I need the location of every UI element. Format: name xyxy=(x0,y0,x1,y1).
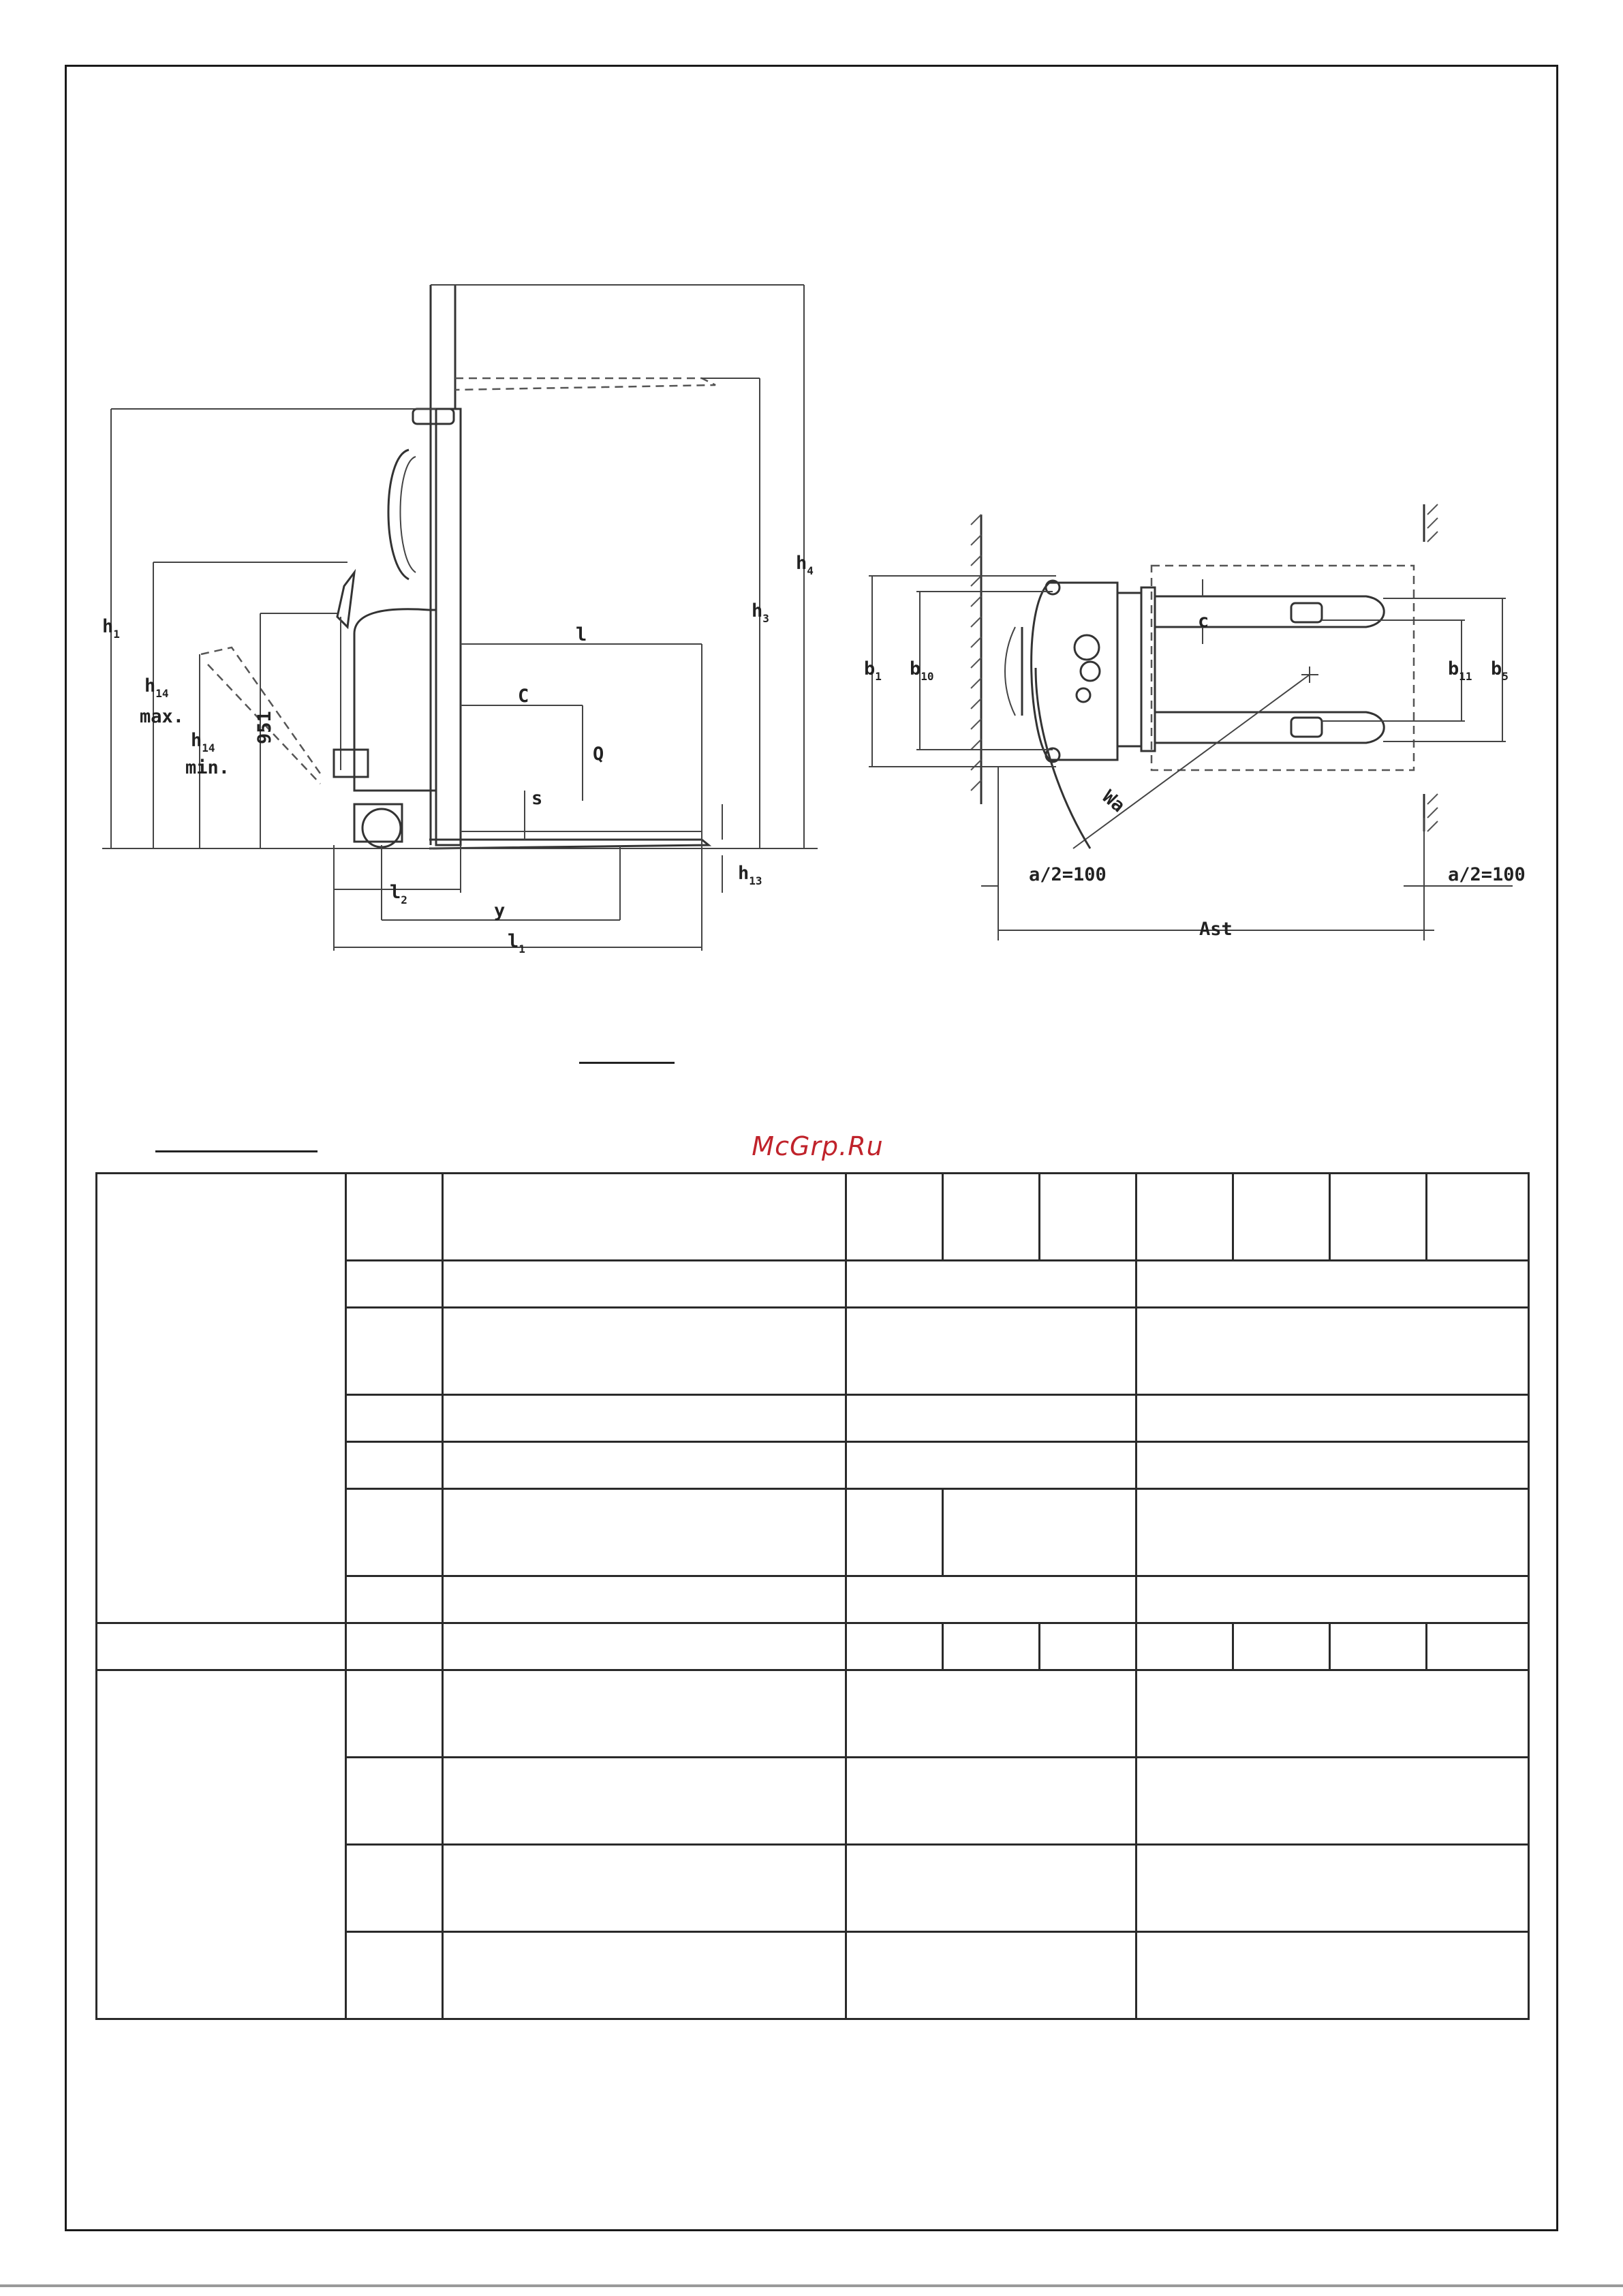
table-cell xyxy=(846,1576,1137,1623)
table-cell xyxy=(1233,1174,1330,1261)
dim-951-label: 951 xyxy=(254,711,275,744)
h3-label: $h_3$ xyxy=(752,600,769,625)
table-cell xyxy=(443,1442,846,1489)
table-cell xyxy=(443,1670,846,1758)
table-cell xyxy=(846,1261,1137,1308)
y-label: y xyxy=(494,900,506,921)
table-cell xyxy=(346,1932,443,2019)
table-cell xyxy=(1427,1174,1529,1261)
table-cell xyxy=(1233,1623,1330,1670)
table-cell xyxy=(846,1623,943,1670)
b5-label: $b_5$ xyxy=(1491,658,1509,683)
table-cell xyxy=(846,1670,1137,1758)
table-cell xyxy=(443,1623,846,1670)
table-cell xyxy=(443,1395,846,1442)
table-cell xyxy=(1040,1174,1137,1261)
section-heading-underline xyxy=(155,1150,318,1152)
min-label: min. xyxy=(185,757,230,778)
table-cell xyxy=(443,1308,846,1395)
spec-table xyxy=(95,1172,1530,2020)
table-cell xyxy=(1137,1670,1529,1758)
h14-min-label: $h_{14}$ xyxy=(191,730,215,754)
wa-label: Wa xyxy=(1098,786,1129,817)
table-cell xyxy=(1137,1261,1529,1308)
c-label: C xyxy=(518,686,529,707)
table-cell xyxy=(1330,1174,1427,1261)
table-cell xyxy=(443,1845,846,1932)
h4-label: $h_4$ xyxy=(796,553,814,577)
table-cell xyxy=(943,1174,1040,1261)
table-cell xyxy=(443,1489,846,1576)
table-cell xyxy=(346,1174,443,1261)
table-cell xyxy=(1040,1623,1137,1670)
h14-max-label: $h_{14}$ xyxy=(144,675,169,700)
table-cell xyxy=(846,1308,1137,1395)
table-cell xyxy=(346,1623,443,1670)
b1-label: $b_1$ xyxy=(864,658,882,683)
q-label: Q xyxy=(593,744,604,765)
top-view-drawing xyxy=(864,504,1526,940)
b10-label: $b_{10}$ xyxy=(910,658,934,683)
bottom-scan-strip xyxy=(0,2284,1623,2287)
table-cell xyxy=(943,1623,1040,1670)
table-cell xyxy=(846,1932,1137,2019)
a-half-left-label: a/2=100 xyxy=(1029,864,1107,885)
table-cell xyxy=(443,1932,846,2019)
table-cell xyxy=(1137,1932,1529,2019)
table-cell xyxy=(1137,1174,1233,1261)
c-top-label: c xyxy=(1198,611,1209,632)
l1-label: $l_1$ xyxy=(508,931,525,955)
table-cell xyxy=(346,1261,443,1308)
table-cell xyxy=(1137,1758,1529,1845)
table-row xyxy=(97,1623,1529,1670)
table-cell xyxy=(97,1670,346,2019)
s-label: s xyxy=(531,788,543,809)
table-cell xyxy=(346,1670,443,1758)
table-cell xyxy=(846,1395,1137,1442)
l-label: l xyxy=(576,624,587,645)
table-cell xyxy=(443,1261,846,1308)
table-cell xyxy=(346,1576,443,1623)
table-row xyxy=(97,1670,1529,1758)
table-cell xyxy=(1137,1308,1529,1395)
technical-drawings xyxy=(0,0,1623,1063)
figure-caption-underline xyxy=(579,1062,675,1064)
table-cell xyxy=(346,1308,443,1395)
l2-label: $l_2$ xyxy=(390,882,407,906)
table-cell xyxy=(1137,1442,1529,1489)
table-cell xyxy=(846,1174,943,1261)
side-view-drawing xyxy=(102,285,818,955)
table-cell xyxy=(1137,1845,1529,1932)
max-label: max. xyxy=(140,706,185,727)
table-cell xyxy=(97,1623,346,1670)
table-cell xyxy=(346,1395,443,1442)
table-cell xyxy=(443,1576,846,1623)
table-cell xyxy=(846,1845,1137,1932)
table-cell xyxy=(97,1174,346,1623)
table-cell xyxy=(346,1845,443,1932)
watermark: McGrp.Ru xyxy=(752,1131,884,1161)
table-row xyxy=(97,1174,1529,1261)
table-cell xyxy=(1137,1576,1529,1623)
table-cell xyxy=(1427,1623,1529,1670)
b11-label: $b_{11}$ xyxy=(1448,658,1472,683)
table-cell xyxy=(846,1489,943,1576)
table-cell xyxy=(846,1442,1137,1489)
table-cell xyxy=(846,1758,1137,1845)
table-cell xyxy=(443,1174,846,1261)
ast-label: Ast xyxy=(1199,919,1233,940)
table-cell xyxy=(943,1489,1137,1576)
h13-label: $h_{13}$ xyxy=(738,863,762,887)
table-cell xyxy=(346,1442,443,1489)
table-cell xyxy=(1330,1623,1427,1670)
table-cell xyxy=(346,1489,443,1576)
table-cell xyxy=(1137,1623,1233,1670)
a-half-right-label: a/2=100 xyxy=(1448,864,1526,885)
table-cell xyxy=(443,1758,846,1845)
h1-label: $h_1$ xyxy=(102,616,120,641)
table-cell xyxy=(1137,1489,1529,1576)
table-cell xyxy=(1137,1395,1529,1442)
table-cell xyxy=(346,1758,443,1845)
